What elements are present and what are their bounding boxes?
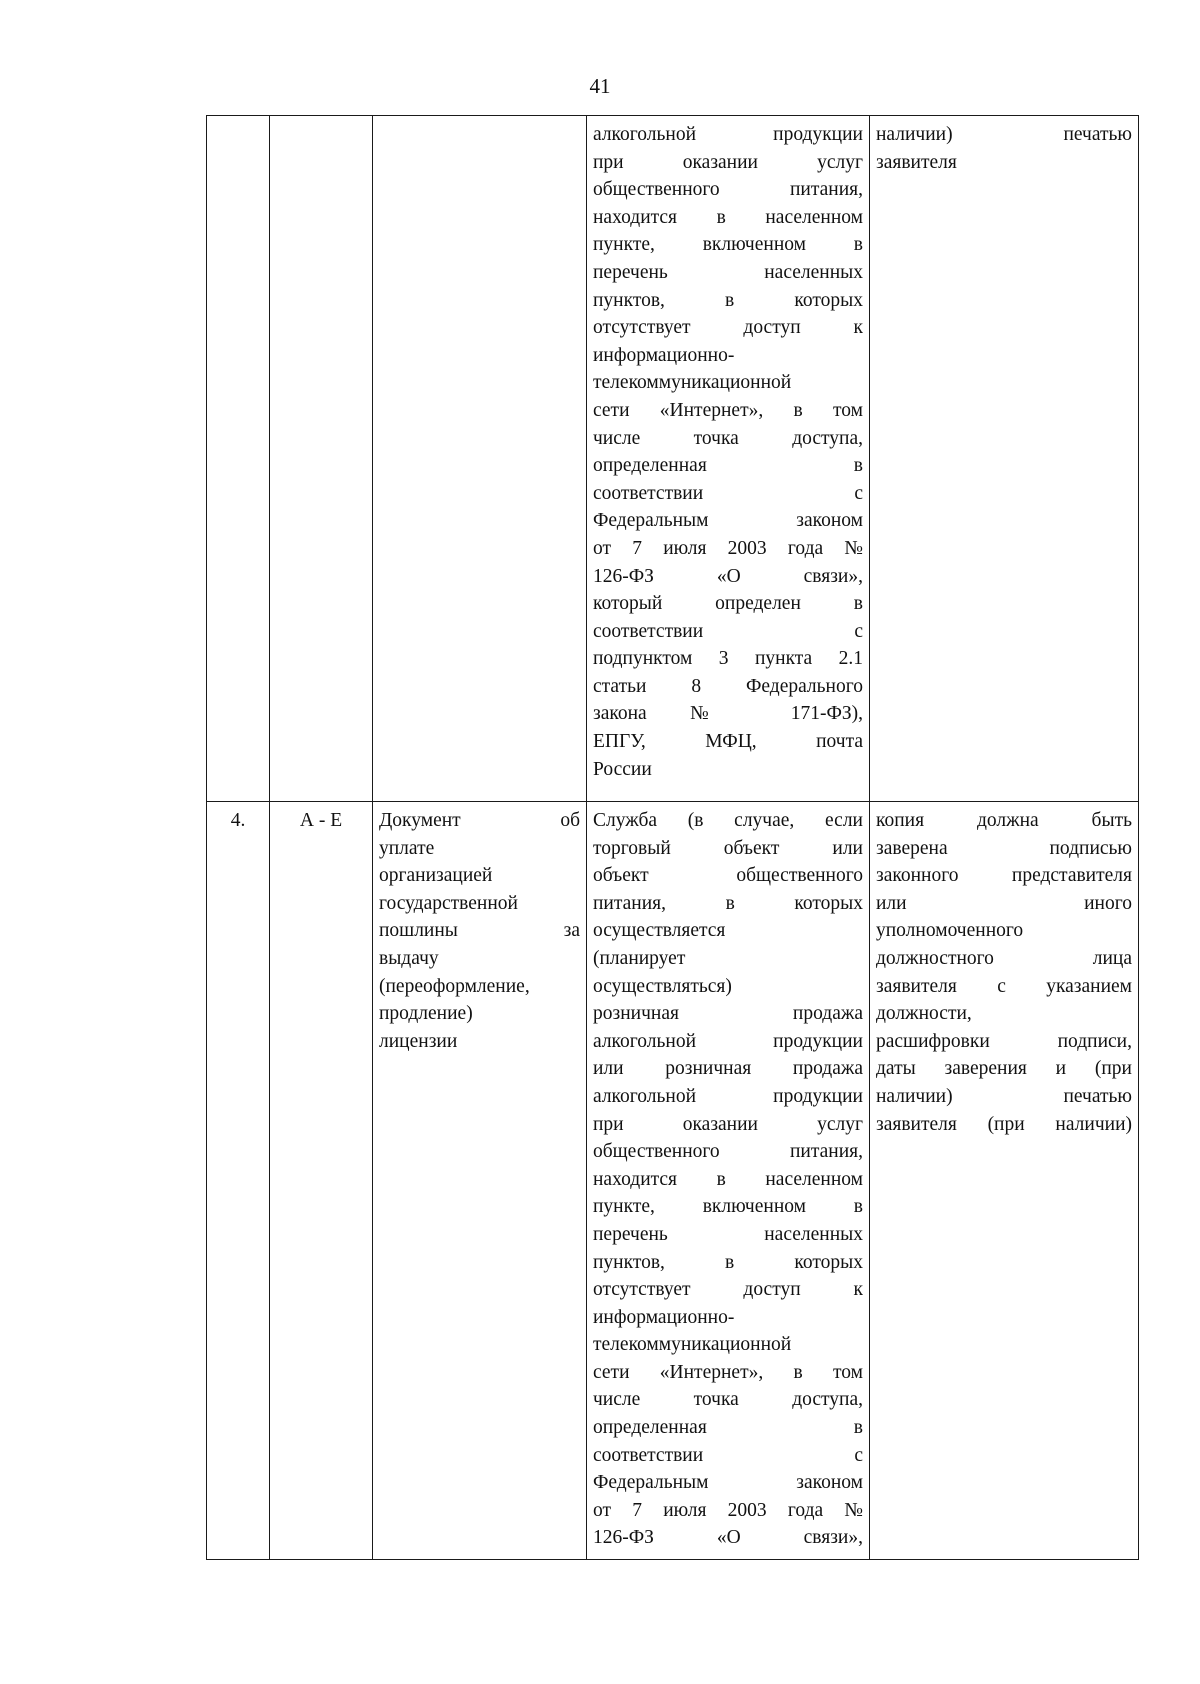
requirements-cell — [870, 116, 1139, 802]
cell-line: заявителя (при наличии) — [876, 1113, 1132, 1135]
cell-line: перечень населенных — [593, 1223, 863, 1245]
cell-line: телекоммуникационной — [593, 1334, 792, 1356]
row-code-cell: А - Е — [270, 802, 373, 1560]
cell-line: числе точка доступа, — [593, 1389, 863, 1411]
cell-line: объект общественного — [593, 865, 863, 887]
cell-line: при оказании услуг — [593, 1113, 863, 1135]
cell-line: осуществляться) — [593, 975, 732, 997]
cell-line: осуществляется — [593, 920, 726, 942]
cell-line: при оказании услуг — [593, 151, 863, 173]
cell-line: соответствии с — [593, 1444, 863, 1466]
cell-line: общественного питания, — [593, 179, 863, 201]
cell-line: 126-ФЗ «О связи», — [593, 565, 863, 587]
cell-line: пункте, включенном в — [593, 234, 863, 256]
row-number-cell — [207, 116, 270, 802]
cell-line: даты заверения и (при — [876, 1058, 1132, 1080]
table-row — [207, 116, 1139, 802]
cell-line: выдачу — [379, 947, 439, 969]
cell-line: определенная в — [593, 1417, 863, 1439]
cell-line: расшифровки подписи, — [876, 1030, 1132, 1052]
cell-line: государственной — [379, 892, 518, 914]
cell-line: лицензии — [379, 1030, 458, 1052]
service-cell — [587, 116, 870, 802]
table-row — [207, 802, 1139, 1560]
cell-line: определенная в — [593, 455, 863, 477]
document-cell — [373, 802, 587, 1560]
cell-line: перечень населенных — [593, 261, 863, 283]
cell-line: питания, в которых — [593, 892, 863, 914]
cell-line: закона № 171-ФЗ), — [593, 703, 863, 725]
cell-line: заверена подписью — [876, 837, 1132, 859]
cell-line: пошлины за — [379, 920, 580, 942]
cell-line: Федеральным законом — [593, 510, 863, 532]
service-cell — [587, 802, 870, 1560]
page-number: 41 — [589, 74, 611, 98]
cell-line: организацией — [379, 865, 493, 887]
cell-line: соответствии с — [593, 482, 863, 504]
cell-line: торговый объект или — [593, 837, 863, 859]
cell-line: отсутствует доступ к — [593, 317, 863, 339]
cell-line: информационно- — [593, 1306, 735, 1328]
requirements-table — [206, 115, 1139, 1560]
cell-line: находится в населенном — [593, 1168, 863, 1190]
cell-line: ЕПГУ, МФЦ, почта — [593, 731, 863, 753]
cell-line: сети «Интернет», в том — [593, 399, 863, 421]
cell-line: заявителя с указанием — [876, 975, 1132, 997]
cell-line: уплате — [379, 837, 435, 859]
cell-line: розничная продажа — [593, 1003, 863, 1025]
cell-line: соответствии с — [593, 620, 863, 642]
cell-line: Служба (в случае, если — [593, 810, 863, 831]
cell-line: алкогольной продукции — [593, 1030, 863, 1052]
cell-line: пунктов, в которых — [593, 289, 863, 311]
cell-line: сети «Интернет», в том — [593, 1361, 863, 1383]
cell-line: алкогольной продукции — [593, 124, 863, 145]
cell-line: или иного — [876, 892, 1132, 914]
document-cell — [373, 116, 587, 802]
cell-line: (планирует — [593, 947, 686, 969]
cell-line: пунктов, в которых — [593, 1251, 863, 1273]
cell-line: от 7 июля 2003 года № — [593, 537, 863, 559]
cell-line: 126-ФЗ «О связи», — [593, 1527, 863, 1549]
cell-line: статьи 8 Федерального — [593, 675, 863, 697]
cell-line: Федеральным законом — [593, 1472, 863, 1494]
cell-line: пункте, включенном в — [593, 1196, 863, 1218]
cell-line: подпунктом 3 пункта 2.1 — [593, 648, 863, 670]
cell-line: должности, — [876, 1003, 972, 1025]
cell-line: алкогольной продукции — [593, 1085, 863, 1107]
requirements-cell — [870, 802, 1139, 1560]
cell-line: заявителя — [876, 151, 957, 173]
cell-line: общественного питания, — [593, 1141, 863, 1163]
cell-line: находится в населенном — [593, 206, 863, 228]
cell-line: отсутствует доступ к — [593, 1279, 863, 1301]
cell-line: который определен в — [593, 593, 863, 615]
cell-line: копия должна быть — [876, 810, 1132, 831]
cell-line: наличии) печатью — [876, 1085, 1132, 1107]
cell-line: России — [593, 758, 652, 780]
cell-line: или розничная продажа — [593, 1058, 863, 1080]
cell-line: (переоформление, — [379, 975, 530, 997]
cell-line: уполномоченного — [876, 920, 1024, 942]
cell-line: должностного лица — [876, 947, 1132, 969]
cell-line: числе точка доступа, — [593, 427, 863, 449]
cell-line: продление) — [379, 1003, 473, 1025]
cell-line: от 7 июля 2003 года № — [593, 1499, 863, 1521]
cell-line: Документ об — [379, 810, 580, 831]
row-number-cell: 4. — [207, 802, 270, 1560]
cell-line: телекоммуникационной — [593, 372, 792, 394]
cell-line: наличии) печатью — [876, 124, 1132, 145]
cell-line: законного представителя — [876, 865, 1132, 887]
row-code-cell — [270, 116, 373, 802]
cell-line: информационно- — [593, 344, 735, 366]
